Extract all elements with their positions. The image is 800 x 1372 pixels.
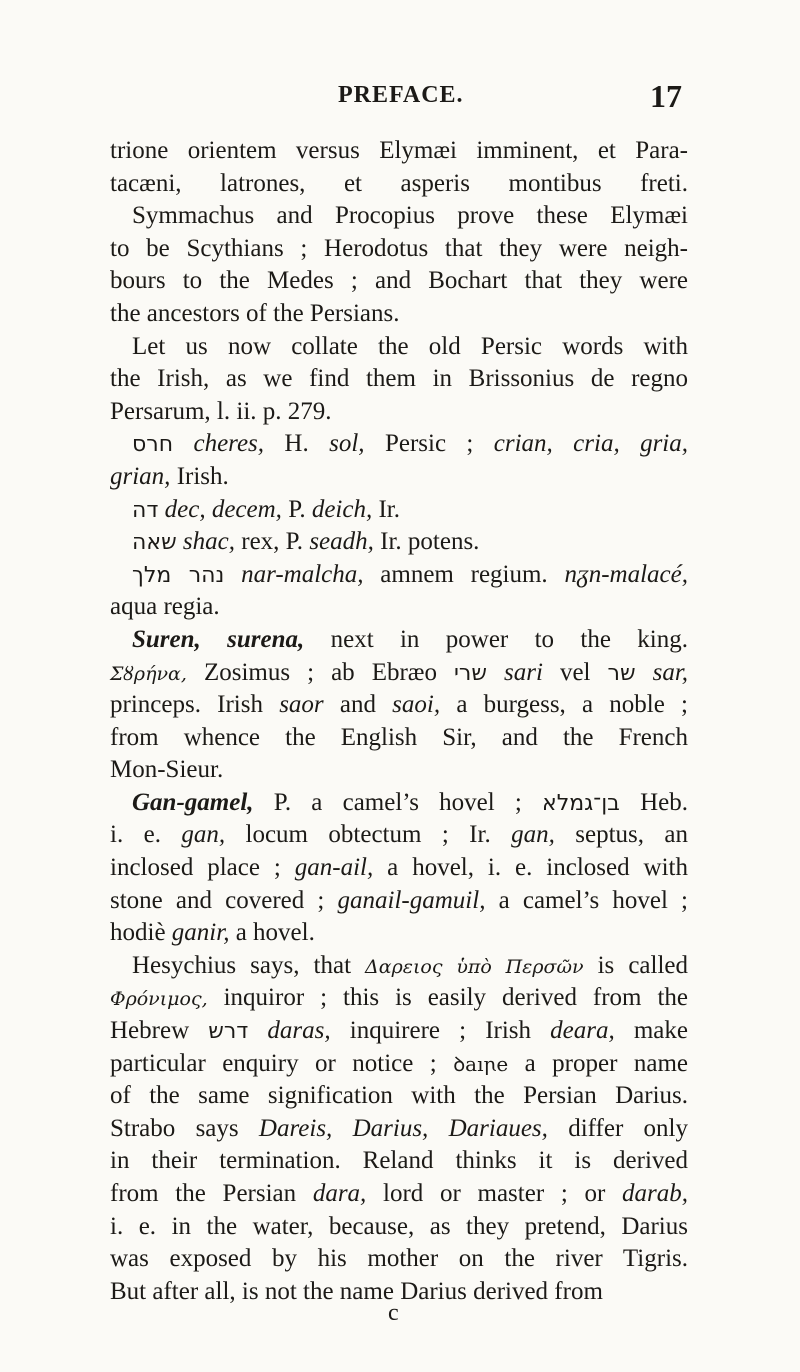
text-run: bours to the Medes ; and Bochart that they were (110, 267, 688, 295)
text-line (110, 1015, 688, 1048)
text-run: septus, an (554, 821, 689, 849)
text-run: stone and covered ; (110, 886, 338, 914)
text-line (110, 461, 688, 494)
signature-mark: c (388, 1300, 399, 1326)
greek-word: Δαρειος ὑπὸ Περσῶν (365, 955, 584, 978)
text-line (110, 331, 688, 364)
page-header (0, 78, 800, 118)
italic-term: dara, (312, 1180, 367, 1207)
text-run: inquirere ; Irish (330, 1017, 551, 1045)
text-line (110, 754, 688, 787)
italic-term: gan-ail, (294, 854, 374, 882)
hebrew-word: דרש (208, 1019, 249, 1045)
page-number: 17 (650, 78, 682, 114)
italic-term: dec, decem, (164, 495, 282, 523)
text-run: vel (542, 658, 608, 686)
text-line (110, 819, 688, 852)
text-run: Persarum, l. ii. p. 279. (110, 397, 332, 425)
italic-term: seadh, (309, 528, 374, 556)
text-line (110, 168, 688, 201)
text-line (110, 135, 688, 168)
hebrew-word: נהר מלך (132, 562, 225, 588)
greek-word: Σȣρήνα, (110, 662, 187, 685)
text-run (248, 1017, 267, 1044)
text-run: next in power to the king. (304, 625, 688, 653)
text-line (110, 396, 688, 429)
text-run: of the same signification with the Persian Darius. (110, 1082, 688, 1110)
text-run: a hovel, i. e. inclosed with (373, 854, 688, 882)
running-head: PREFACE. (338, 82, 464, 108)
text-run: Heb. (619, 788, 689, 816)
text-run: lord or master ; or (366, 1180, 623, 1207)
text-line (110, 200, 688, 233)
text-run: to be Scythians ; Herodotus that they were neigh- (110, 234, 688, 262)
text-run: aqua regia. (110, 593, 220, 621)
text-run: make (614, 1017, 688, 1045)
text-line (110, 1080, 688, 1113)
text-run (487, 659, 504, 686)
italic-term: ganail-gamuil, (337, 886, 486, 914)
text-run: Ir. (372, 495, 400, 523)
italic-term: nar-malcha, (241, 560, 364, 588)
text-run: and (323, 691, 393, 719)
italic-term: deich, (311, 495, 373, 523)
text-run: locum obtectum ; Ir. (225, 821, 512, 849)
text-line (110, 526, 688, 559)
italic-term: ganir, (171, 919, 230, 947)
text-run: P. (281, 495, 312, 523)
text-line (110, 950, 688, 983)
text-run (224, 561, 241, 588)
text-run: H. (264, 430, 330, 458)
text-run: the Irish, as we find them in Brissonius de regno (110, 365, 688, 393)
text-line (110, 363, 688, 396)
text-run: from whence the English Sir, and the French (110, 723, 688, 751)
text-run: a hovel. (229, 919, 315, 947)
text-line (110, 428, 688, 461)
text-line (110, 559, 688, 592)
text-run: Let us now collate the old Persic words with (132, 332, 688, 360)
text-run: i. e. in the water, because, as they pretend, Darius (110, 1212, 688, 1240)
text-run: Ir. potens. (373, 528, 480, 556)
text-run (636, 659, 653, 686)
text-run: P. a camel’s hovel ; (253, 788, 543, 816)
text-line (110, 265, 688, 298)
text-line (110, 885, 688, 918)
text-run (173, 430, 193, 457)
text-line (110, 1276, 688, 1309)
bold-italic-term: Gan-gamel, (132, 788, 254, 816)
bold-italic-term: Suren, surena, (132, 625, 305, 653)
text-line (110, 494, 688, 527)
italic-term: saoi, (392, 691, 441, 719)
text-run: Mon-Sieur. (110, 756, 224, 784)
italic-term: sari (504, 658, 543, 686)
hebrew-word: בן־גמלא (542, 790, 620, 816)
text-line (110, 591, 688, 624)
text-line (110, 689, 688, 722)
hebrew-word: שר (607, 660, 636, 686)
text-run: Hebrew (110, 1017, 209, 1045)
text-line (110, 917, 688, 950)
text-run: princeps. Irish (110, 691, 280, 719)
text-run: amnem regium. (363, 560, 565, 588)
text-run: from the Persian (110, 1180, 313, 1207)
text-line (110, 298, 688, 331)
text-line (110, 1178, 688, 1211)
italic-term: gan, (511, 821, 555, 849)
text-run: in their termination. Reland thinks it is derived (110, 1147, 688, 1175)
text-run: hodiè (110, 919, 172, 947)
italic-term: daras, (267, 1017, 331, 1045)
text-run: Strabo says (110, 1114, 259, 1142)
greek-word: Φρόνιμος, (110, 988, 208, 1011)
italic-term: nᵹn-malacé, (564, 560, 689, 588)
text-line (110, 982, 688, 1015)
hebrew-word: חרס (132, 432, 174, 458)
italic-term: sar, (652, 658, 689, 686)
text-line (110, 722, 688, 755)
text-run: But after all, is not the name Darius derived from (110, 1277, 603, 1305)
hebrew-word: דה (132, 497, 159, 523)
text-line (110, 1048, 688, 1081)
hebrew-word: שאה (132, 530, 177, 556)
text-run: differ only (547, 1114, 689, 1142)
text-run: Persic ; (364, 430, 494, 458)
text-line (110, 657, 688, 690)
text-run: a proper name (508, 1049, 689, 1077)
italic-term: saor (279, 691, 324, 719)
irish-script-word: ꝺaıꞃe (453, 1051, 509, 1076)
text-run: rex, P. (235, 528, 310, 556)
italic-term: cheres, (193, 430, 265, 458)
italic-term: gan, (181, 821, 226, 849)
text-run: a camel’s hovel ; (485, 886, 688, 914)
text-run: is called (583, 951, 689, 979)
body-text (110, 135, 688, 1308)
text-run: a burgess, a noble ; (440, 691, 688, 719)
italic-term: deara, (550, 1017, 615, 1045)
text-line (110, 624, 688, 657)
text-run: i. e. (110, 821, 182, 849)
italic-term: crian, cria, gria, (493, 430, 689, 458)
text-run: Irish. (170, 462, 229, 490)
text-run: Hesychius says, that (132, 951, 366, 979)
text-run: inquiror ; this is easily derived from the (207, 984, 688, 1012)
text-run: Zosimus ; ab Ebræo (186, 658, 455, 686)
text-line (110, 1243, 688, 1276)
text-line (110, 852, 688, 885)
text-line (110, 233, 688, 266)
text-run: trione orientem versus Elymæi imminent, et Para- (110, 137, 688, 164)
text-run: tacæni, latrones, et asperis montibus freti. (110, 169, 688, 197)
italic-term: grian, (110, 462, 171, 490)
text-run: particular enquiry or notice ; (110, 1049, 454, 1077)
text-run: Symmachus and Procopius prove these Elymæi (132, 202, 688, 230)
text-line (110, 1211, 688, 1244)
text-line (110, 1145, 688, 1178)
text-line (110, 1113, 688, 1146)
text-run: the ancestors of the Persians. (110, 299, 400, 327)
italic-term: shac, (182, 528, 235, 556)
text-line (110, 787, 688, 820)
text-run: was exposed by his mother on the river Tigris. (110, 1245, 688, 1273)
hebrew-word: שרי (454, 660, 487, 686)
italic-term: Dareis, Darius, Dariaues, (258, 1114, 548, 1142)
italic-term: darab, (622, 1180, 688, 1207)
italic-term: sol, (329, 430, 365, 458)
text-run: inclosed place ; (110, 854, 295, 882)
